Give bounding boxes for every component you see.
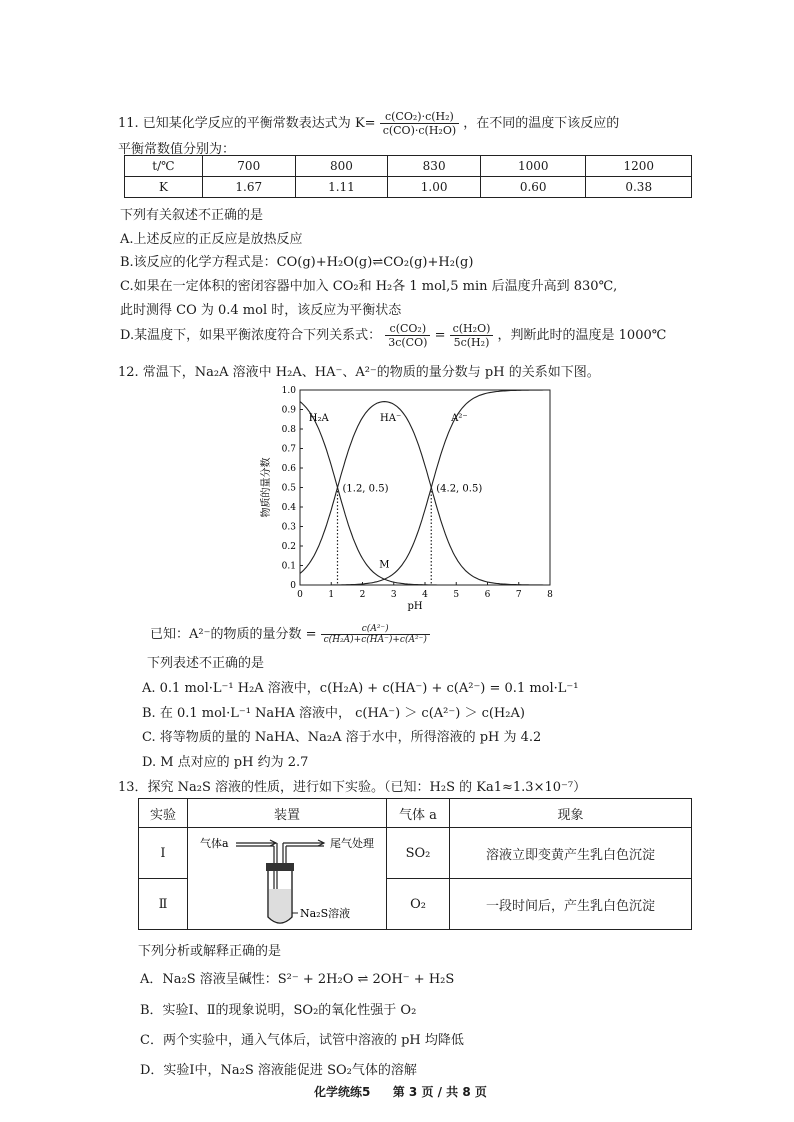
table-cell: Ⅰ <box>139 828 188 879</box>
q11-intro-line2: 平衡常数值分别为： <box>118 142 236 157</box>
table-cell: Ⅱ <box>139 879 188 930</box>
table-cell: O₂ <box>387 879 450 930</box>
y-tick-label: 0.1 <box>281 561 296 572</box>
q11-d-prefix: D.某温度下，如果平衡浓度符合下列关系式： <box>120 328 382 343</box>
apparatus-cell <box>188 828 387 930</box>
table-cell: t/℃ <box>125 156 203 177</box>
k-table <box>124 155 692 198</box>
table-cell: 溶液立即变黄产生乳白色沉淀 <box>450 828 692 879</box>
series-label: HA⁻ <box>380 413 402 425</box>
q11-option-d <box>120 322 666 349</box>
experiment-table <box>138 798 692 930</box>
rubber-stopper <box>266 863 294 871</box>
gas-in-label: 气体a <box>200 836 229 850</box>
tail-gas-label: 尾气处理 <box>330 836 374 850</box>
experiment-row-1 <box>139 828 692 879</box>
table-cell: SO₂ <box>387 828 450 879</box>
k-table-header-row <box>125 156 692 177</box>
x-tick-label: 1 <box>328 590 335 600</box>
chart-annotation: M <box>379 559 390 571</box>
y-tick-label: 0.6 <box>281 464 296 474</box>
q12-known-prefix: 已知：A²⁻的物质的量分数 = <box>150 627 317 642</box>
y-tick-label: 0.9 <box>281 405 296 416</box>
y-axis-label: 物质的量分数 <box>261 457 272 518</box>
x-tick-label: 5 <box>453 590 460 600</box>
y-tick-label: 0.4 <box>281 503 296 513</box>
y-tick-label: 0.5 <box>281 483 296 494</box>
k-expression-fraction <box>380 110 459 137</box>
table-header-cell: 现象 <box>450 799 692 828</box>
d-equals: = <box>434 328 446 343</box>
q13-intro: 13．探究 Na₂S 溶液的性质，进行如下实验。（已知：H₂S 的 Ka1≈1.3×10⁻⁷） <box>118 780 587 795</box>
k-table-value-row <box>125 177 692 198</box>
q12-option-a: A. 0.1 mol·L⁻¹ H₂A 溶液中，c(H₂A) + c(HA⁻) + c(A²⁻) = 0.1 mol·L⁻¹ <box>142 681 579 696</box>
d-fraction-2-den: 5c(H₂) <box>453 336 490 349</box>
mole-fraction-den: c(H₂A)+c(HA⁻)+c(A²⁻) <box>323 635 427 645</box>
apparatus-diagram <box>188 829 384 929</box>
d-fraction-2-num: c(H₂O) <box>450 322 494 336</box>
table-cell: 1200 <box>586 156 692 177</box>
q12-option-d: D. M 点对应的 pH 约为 2.7 <box>142 755 309 770</box>
q13-option-b: B．实验Ⅰ、Ⅱ的现象说明，SO₂的氧化性强于 O₂ <box>140 1003 417 1018</box>
q11-stem: 下列有关叙述不正确的是 <box>120 208 264 223</box>
y-tick-label: 1.0 <box>281 386 296 396</box>
series-label: H₂A <box>308 413 329 425</box>
k-denominator: c(CO)·c(H₂O) <box>382 124 457 137</box>
y-tick-label: 0.2 <box>281 542 296 552</box>
y-tick-label: 0 <box>290 581 296 591</box>
q12-stem: 下列表述不正确的是 <box>147 656 265 671</box>
chart-annotation: (1.2, 0.5) <box>342 483 389 495</box>
table-header-cell: 装置 <box>188 799 387 828</box>
q11-intro-tail: ，在不同的温度下该反应的 <box>463 116 620 131</box>
table-cell: 830 <box>388 156 481 177</box>
y-tick-label: 0.3 <box>281 522 296 533</box>
q12-option-b: B. 在 0.1 mol·L⁻¹ NaHA 溶液中， c(HA⁻) ＞ c(A²⁻) ＞ c(H₂A) <box>142 706 525 721</box>
experiment-table-header <box>139 799 692 828</box>
x-tick-label: 0 <box>297 590 303 600</box>
footer-page: 第 3 页 / 共 8 页 <box>392 1085 487 1099</box>
x-tick-label: 3 <box>390 590 397 600</box>
y-tick-label: 0.8 <box>281 425 296 435</box>
q12-option-c: C. 将等物质的量的 NaHA、Na₂A 溶于水中，所得溶液的 pH 为 4.2 <box>142 730 542 745</box>
q11-intro: 11. 已知某化学反应的平衡常数表达式为 K= <box>118 116 376 131</box>
table-header-cell: 气体 a <box>387 799 450 828</box>
solution-liquid <box>269 889 291 923</box>
x-tick-label: 2 <box>359 590 366 600</box>
table-cell: 1.11 <box>295 177 388 198</box>
k-numerator: c(CO₂)·c(H₂) <box>380 110 459 124</box>
q11-option-c-line1: C.如果在一定体积的密闭容器中加入 CO₂和 H₂各 1 mol,5 min 后温度升高到 830℃, <box>120 279 618 294</box>
table-cell: 1.67 <box>202 177 295 198</box>
table-cell: 0.38 <box>586 177 692 198</box>
q12-known <box>150 623 430 645</box>
q13-option-c: C．两个实验中，通入气体后，试管中溶液的 pH 均降低 <box>140 1033 464 1048</box>
page-footer <box>314 1083 487 1100</box>
d-fraction-1 <box>385 322 430 349</box>
table-cell: 0.60 <box>480 177 585 198</box>
species-distribution-chart <box>255 380 575 620</box>
x-tick-label: 8 <box>547 590 553 600</box>
y-tick-label: 0.7 <box>281 444 296 455</box>
d-fraction-1-den: 3c(CO) <box>388 336 428 349</box>
mole-fraction-formula <box>321 624 430 645</box>
d-fraction-1-num: c(CO₂) <box>385 322 430 336</box>
h2a-curve <box>300 402 550 585</box>
x-tick-label: 4 <box>422 590 428 600</box>
table-cell: 800 <box>295 156 388 177</box>
footer-title: 化学统练5 <box>314 1085 371 1099</box>
x-axis-label: pH <box>407 601 423 612</box>
q11-option-b: B.该反应的化学方程式是：CO(g)+H₂O(g)⇌CO₂(g)+H₂(g) <box>120 255 474 270</box>
q13-stem: 下列分析或解释正确的是 <box>138 944 282 959</box>
q11-d-suffix: ，判断此时的温度是 1000℃ <box>497 328 667 343</box>
chart-annotation: (4.2, 0.5) <box>436 483 483 495</box>
x-tick-label: 7 <box>515 590 522 600</box>
x-tick-label: 6 <box>484 590 491 600</box>
d-fraction-2 <box>450 322 494 349</box>
q12-intro: 12. 常温下，Na₂A 溶液中 H₂A、HA⁻、A²⁻的物质的量分数与 pH 的关系如下图。 <box>118 365 600 380</box>
solution-label: Na₂S溶液 <box>300 906 351 920</box>
series-label: A²⁻ <box>451 413 468 425</box>
table-cell: K <box>125 177 203 198</box>
q11-option-a: A.上述反应的正反应是放热反应 <box>120 232 303 247</box>
q11-option-c-line2: 此时测得 CO 为 0.4 mol 时，该反应为平衡状态 <box>120 303 402 318</box>
q13-option-d: D．实验Ⅰ中，Na₂S 溶液能促进 SO₂气体的溶解 <box>140 1063 417 1078</box>
table-cell: 700 <box>202 156 295 177</box>
q11-intro-line <box>118 110 619 137</box>
table-cell: 1.00 <box>388 177 481 198</box>
table-cell: 1000 <box>480 156 585 177</box>
q13-option-a: A．Na₂S 溶液呈碱性：S²⁻ + 2H₂O ⇌ 2OH⁻ + H₂S <box>140 972 455 987</box>
ha-curve <box>300 402 550 585</box>
mole-fraction-num: c(A²⁻) <box>321 624 430 635</box>
table-header-cell: 实验 <box>139 799 188 828</box>
table-cell: 一段时间后，产生乳白色沉淀 <box>450 879 692 930</box>
